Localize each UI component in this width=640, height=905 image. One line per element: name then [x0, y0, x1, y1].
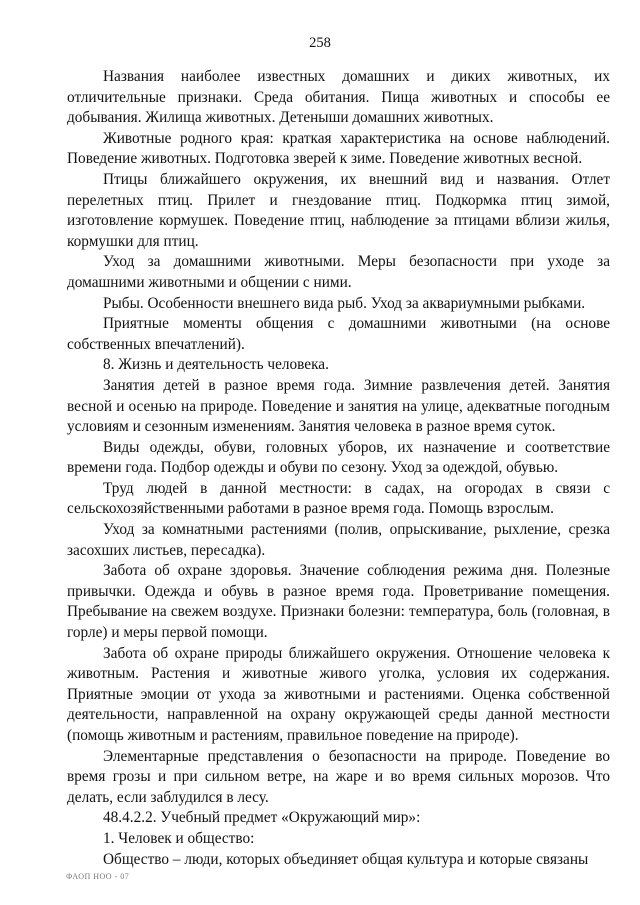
- paragraph: Уход за домашними животными. Меры безопасности при уходе за домашними животными и общении с ними.: [67, 253, 610, 291]
- paragraph: Занятия детей в разное время года. Зимние развлечения детей. Занятия весной и осенью на природе. Поведение и занятия на улице, адекватные погодным условиям и сезонным изменениям. Занятия человека в разное время суток.: [67, 376, 610, 436]
- paragraph: Элементарные представления о безопасности на природе. Поведение во время грозы и при сильном ветре, на жаре и во время сильных морозов. Что делать, если заблудился в лесу.: [67, 747, 610, 806]
- paragraph: Уход за комнатными растениями (полив, опрыскивание, рыхление, срезка засохших листьев, пересадка).: [67, 521, 610, 559]
- footer-mark: ФАОП НОО - 07: [66, 872, 130, 881]
- paragraph: Забота об охране здоровья. Значение соблюдения режима дня. Полезные привычки. Одежда и обувь в разное время года. Проветривание помещения. Пребывание на свежем воздухе. Признаки болезни: температура, боль (головная, в горле) и меры первой помощи.: [67, 562, 610, 642]
- paragraph: Названия наиболее известных домашних и диких животных, их отличительные признаки. Среда обитания. Пища животных и способы ее добывания. Жилища животных. Детеныши домашних животных.: [67, 68, 610, 127]
- paragraph: Общество – люди, которых объединяет общая культура и которые связаны: [103, 850, 589, 868]
- paragraph: Труд людей в данной местности: в садах, на огородах в связи с сельскохозяйственными работами в разное время года. Помощь взрослым.: [67, 479, 610, 518]
- paragraph: Забота об охране природы ближайшего окружения. Отношение человека к животным. Растения и животные живого уголка, условия их содержания. Приятные эмоции от ухода за животными и растениями. Оценка собственной деятельности, направленной на охрану окружающей среды данной местности (помощь животным и растениям, правильное поведение на природе).: [67, 644, 610, 744]
- paragraph: Животные родного края: краткая характеристика на основе наблюдений. Поведение животных. Подготовка зверей к зиме. Поведение животных весной.: [67, 129, 610, 168]
- section-heading: 1. Человек и общество:: [103, 829, 255, 847]
- section-heading: 8. Жизнь и деятельность человека.: [103, 356, 329, 374]
- page-number: 258: [309, 35, 331, 51]
- paragraph: Виды одежды, обуви, головных уборов, их назначение и соответствие времени года. Подбор одежды и обуви по сезону. Уход за одеждой, обувью.: [67, 438, 610, 477]
- subject-heading: 48.4.2.2. Учебный предмет «Окружающий мир»:: [103, 809, 421, 827]
- document-body: [67, 67, 610, 870]
- paragraph: Рыбы. Особенности внешнего вида рыб. Уход за аквариумными рыбками.: [103, 294, 586, 312]
- paragraph: Птицы ближайшего окружения, их внешний вид и названия. Отлет перелетных птиц. Прилет и гнездование птиц. Подкормка птиц зимой, изготовление кормушек. Поведение птиц, наблюдение за птицами вблизи жилья, кормушки для птиц.: [67, 170, 610, 250]
- paragraph: Приятные моменты общения с домашними животными (на основе собственных впечатлений).: [67, 315, 610, 353]
